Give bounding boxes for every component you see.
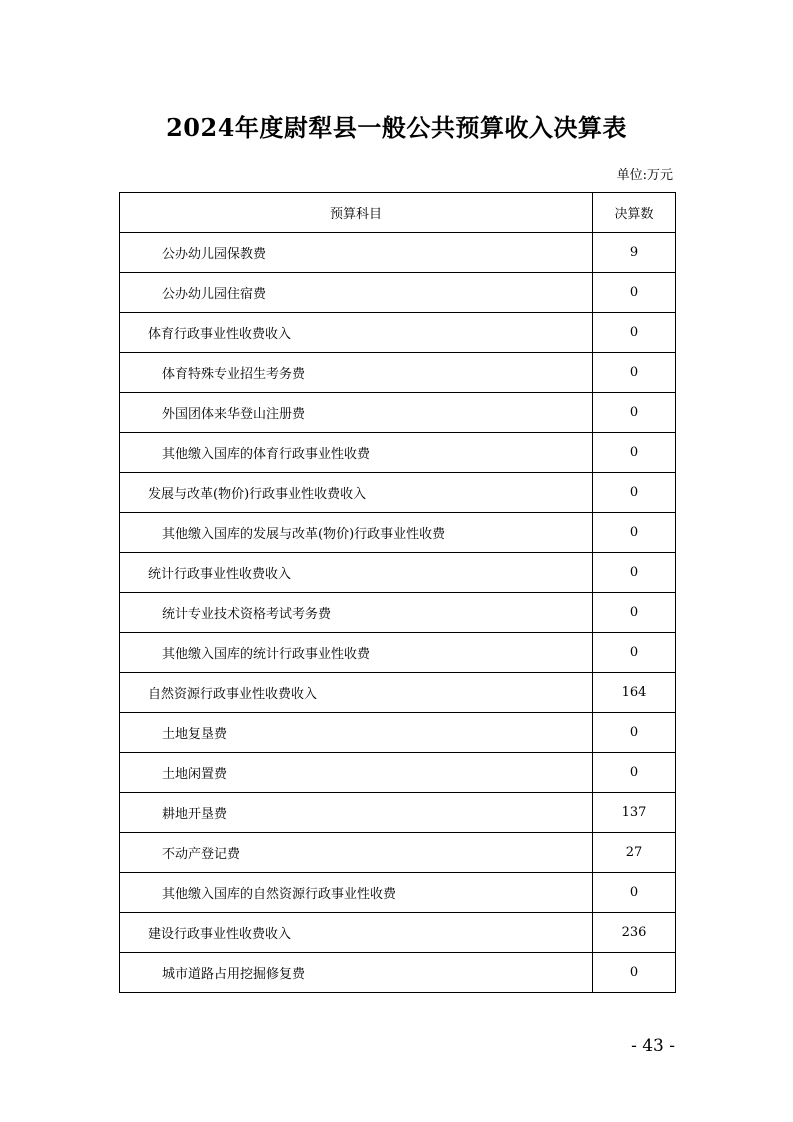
final-amount-cell: 0 — [593, 513, 676, 553]
table-row — [120, 673, 676, 713]
unit-label: 单位:万元 — [616, 168, 673, 183]
final-amount-cell: 236 — [593, 913, 676, 953]
final-amount-cell: 9 — [593, 233, 676, 273]
table-header-row — [120, 193, 676, 233]
final-amount-cell: 0 — [593, 593, 676, 633]
budget-subject-cell: 城市道路占用挖掘修复费 — [120, 953, 593, 993]
final-amount-cell: 0 — [593, 633, 676, 673]
table-row — [120, 753, 676, 793]
budget-subject-cell: 不动产登记费 — [120, 833, 593, 873]
header-budget-subject: 预算科目 — [120, 193, 593, 233]
table-row — [120, 633, 676, 673]
final-amount-cell: 0 — [593, 433, 676, 473]
table-row — [120, 273, 676, 313]
table-row — [120, 873, 676, 913]
table-row — [120, 833, 676, 873]
table-row — [120, 513, 676, 553]
budget-subject-cell: 其他缴入国库的自然资源行政事业性收费 — [120, 873, 593, 913]
final-amount-cell: 0 — [593, 553, 676, 593]
document-title: 2024年度尉犁县一般公共预算收入决算表 — [166, 113, 627, 142]
budget-subject-cell: 外国团体来华登山注册费 — [120, 393, 593, 433]
table-row — [120, 233, 676, 273]
table-row — [120, 353, 676, 393]
table-row — [120, 433, 676, 473]
final-amount-cell: 0 — [593, 713, 676, 753]
header-final-amount: 决算数 — [593, 193, 676, 233]
final-amount-cell: 0 — [593, 273, 676, 313]
page-number: - 43 - — [631, 1036, 675, 1056]
final-amount-cell: 0 — [593, 393, 676, 433]
final-amount-cell: 164 — [593, 673, 676, 713]
final-amount-cell: 27 — [593, 833, 676, 873]
table-row — [120, 473, 676, 513]
final-amount-cell: 0 — [593, 473, 676, 513]
table-row — [120, 713, 676, 753]
budget-subject-cell: 统计专业技术资格考试考务费 — [120, 593, 593, 633]
budget-subject-cell: 公办幼儿园保教费 — [120, 233, 593, 273]
table-row — [120, 953, 676, 993]
final-amount-cell: 0 — [593, 353, 676, 393]
final-amount-cell: 137 — [593, 793, 676, 833]
final-amount-cell: 0 — [593, 953, 676, 993]
final-amount-cell: 0 — [593, 873, 676, 913]
final-amount-cell: 0 — [593, 313, 676, 353]
budget-subject-cell: 耕地开垦费 — [120, 793, 593, 833]
budget-subject-cell: 其他缴入国库的发展与改革(物价)行政事业性收费 — [120, 513, 593, 553]
budget-subject-cell: 土地复垦费 — [120, 713, 593, 753]
table-row — [120, 393, 676, 433]
table-row — [120, 593, 676, 633]
table-row — [120, 553, 676, 593]
budget-subject-cell: 其他缴入国库的统计行政事业性收费 — [120, 633, 593, 673]
table-row — [120, 793, 676, 833]
table-row — [120, 313, 676, 353]
budget-subject-cell: 建设行政事业性收费收入 — [120, 913, 593, 953]
budget-subject-cell: 发展与改革(物价)行政事业性收费收入 — [120, 473, 593, 513]
table-body — [120, 233, 676, 993]
final-amount-cell: 0 — [593, 753, 676, 793]
budget-subject-cell: 体育特殊专业招生考务费 — [120, 353, 593, 393]
budget-subject-cell: 体育行政事业性收费收入 — [120, 313, 593, 353]
budget-subject-cell: 公办幼儿园住宿费 — [120, 273, 593, 313]
budget-subject-cell: 统计行政事业性收费收入 — [120, 553, 593, 593]
budget-subject-cell: 其他缴入国库的体育行政事业性收费 — [120, 433, 593, 473]
budget-table — [119, 192, 676, 993]
table-row — [120, 913, 676, 953]
budget-subject-cell: 自然资源行政事业性收费收入 — [120, 673, 593, 713]
budget-subject-cell: 土地闲置费 — [120, 753, 593, 793]
